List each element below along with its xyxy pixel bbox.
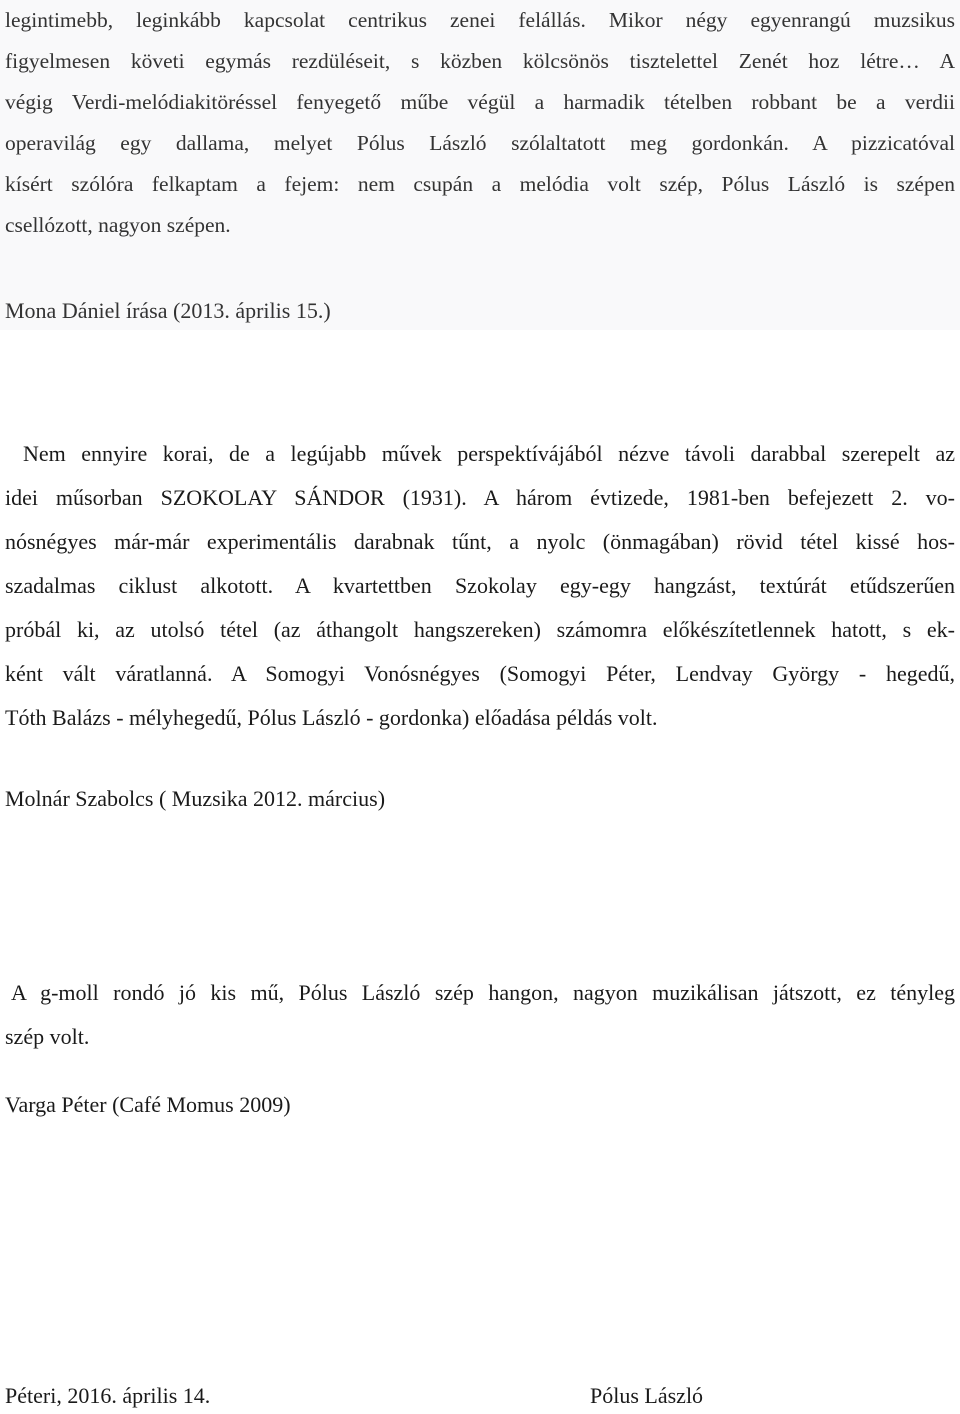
text-line: szadalmas ciklust alkotott. A kvartettben Szokolay egy-egy hangzást, textúrát etűdszerűen	[5, 573, 955, 598]
text-line: ként vált váratlanná. A Somogyi Vonósnégyes (Somogyi Péter, Lendvay György - hegedű,	[5, 661, 955, 686]
text-line: legintimebb, leginkább kapcsolat centrikus zenei felállás. Mikor négy egyenrangú muzsikus	[5, 8, 955, 32]
text-line: szép volt.	[5, 1024, 90, 1049]
text-line: nósnégyes már-már experimentális darabnak tűnt, a nyolc (önmagában) rövid tétel kissé hos-	[5, 529, 955, 554]
review-g-moll-rondo	[5, 971, 955, 1059]
review-szokolay	[5, 432, 955, 740]
review-signature-molnar: Molnár Szabolcs ( Muzsika 2012. március)	[5, 786, 386, 811]
text-line: Nem ennyire korai, de a legújabb művek perspektívájából nézve távoli darabbal szerepelt az	[23, 441, 955, 466]
footer-author: Pólus László	[590, 1383, 704, 1408]
review-signature-varga: Varga Péter (Café Momus 2009)	[5, 1092, 291, 1117]
text-line: kísért szólóra felkaptam a fejem: nem csupán a melódia volt szép, Pólus László is szépen	[5, 172, 955, 196]
text-line: idei műsorban SZOKOLAY SÁNDOR (1931). A három évtizede, 1981-ben befejezett 2. vo-	[5, 485, 955, 510]
text-line: végig Verdi-melódiakitöréssel fenyegető műbe végül a harmadik tételben robbant be a verdii	[5, 90, 955, 114]
text-line: csellózott, nagyon szépen.	[5, 213, 231, 237]
text-line: Tóth Balázs - mélyhegedű, Pólus László - gordonka) előadása példás volt.	[5, 705, 658, 730]
footer-place-date: Péteri, 2016. április 14.	[5, 1383, 211, 1408]
quoted-review-block	[0, 0, 960, 330]
text-line: próbál ki, az utolsó tétel (az áthangolt hangszereken) számomra előkészítetlennek hatott, s ek-	[5, 617, 955, 642]
quoted-review-text	[5, 0, 955, 246]
review-signature-mona: Mona Dániel írása (2013. április 15.)	[5, 298, 331, 323]
text-line: A g-moll rondó jó kis mű, Pólus László szép hangon, nagyon muzikálisan játszott, ez tényleg	[11, 980, 955, 1005]
text-line: operavilág egy dallama, melyet Pólus László szólaltatott meg gordonkán. A pizzicatóval	[5, 131, 955, 155]
text-line: figyelmesen követi egymás rezdüléseit, s közben kölcsönös tisztelettel Zenét hoz létre… A	[5, 49, 955, 73]
